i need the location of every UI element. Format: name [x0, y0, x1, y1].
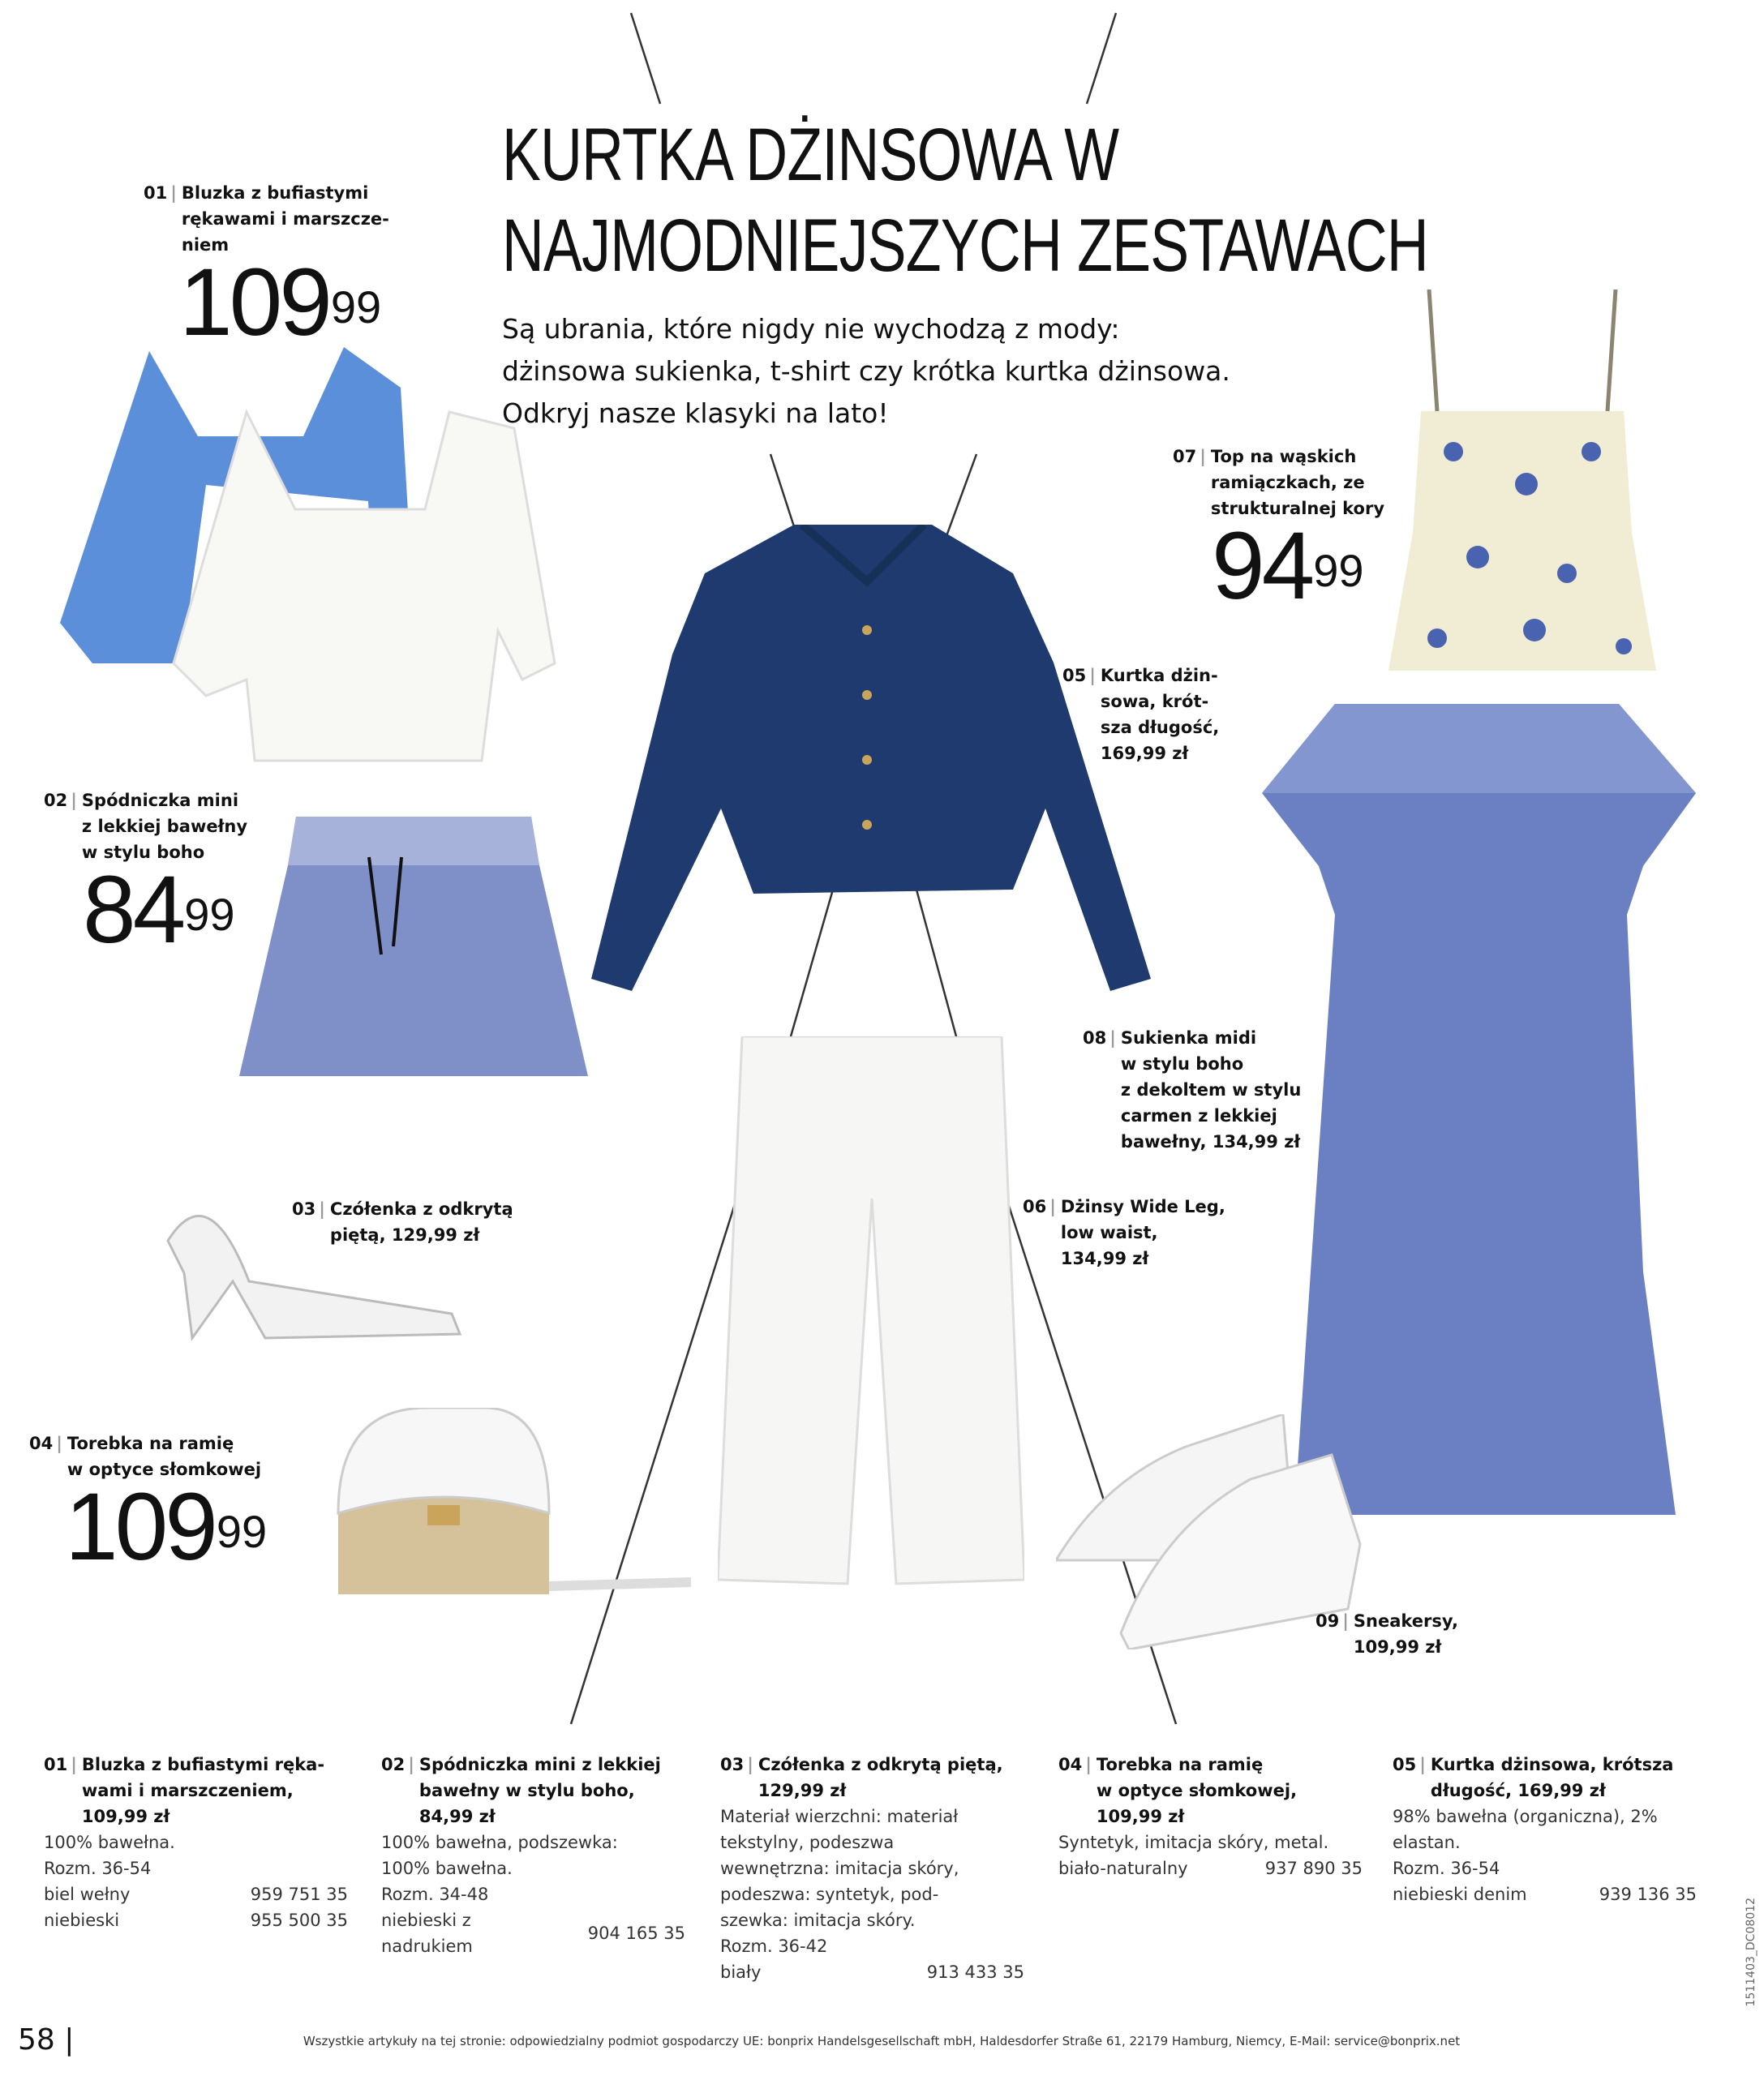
item-title: Spódniczka mini z lekkiej bawełny w stylu boho, 84,99 zł — [418, 1755, 661, 1826]
price-cents: 99 — [330, 281, 382, 332]
variant-row — [44, 1881, 372, 1907]
variant-row — [381, 1907, 710, 1959]
variant-code: 904 165 35 — [587, 1924, 685, 1943]
variant-row — [720, 1959, 1049, 1985]
headline — [502, 109, 1428, 291]
item-title: Czółenka z odkrytą piętą, 129,99 zł — [758, 1755, 1003, 1800]
blouse-image — [60, 339, 563, 777]
midi-dress-image — [1262, 704, 1696, 1523]
wide-leg-jeans-image — [718, 1036, 1024, 1588]
item-label: Czółenka z odkrytą piętą, 129,99 zł — [329, 1199, 513, 1245]
variant-color: biały — [720, 1962, 762, 1982]
variant-code: 937 890 35 — [1264, 1859, 1363, 1878]
item-number: 04 | — [29, 1430, 62, 1482]
variant-code: 955 500 35 — [250, 1911, 348, 1930]
item-description: Syntetyk, imitacja skóry, metal. — [1058, 1833, 1329, 1852]
skirt-image — [239, 817, 588, 1096]
item-title: Torebka na ramię w optyce słomkowej, 109,99 zł — [1096, 1755, 1298, 1826]
intro-line-1: Są ubrania, które nigdy nie wychodzą z mody: — [502, 313, 1120, 345]
item-number: 08 | — [1083, 1025, 1116, 1155]
variant-row — [44, 1907, 372, 1933]
price — [65, 1473, 268, 1581]
shoulder-bag-image — [306, 1408, 695, 1631]
item-label: Top na wąskich ramiączkach, ze strukturalnej kory — [1210, 447, 1385, 518]
price — [1212, 513, 1384, 620]
item-number: 05 | — [1062, 663, 1096, 766]
price-main: 84 — [83, 856, 183, 963]
price-main: 109 — [65, 1473, 215, 1581]
variant-row — [1393, 1881, 1721, 1907]
item-label: Dżinsy Wide Leg, low waist, 134,99 zł — [1060, 1197, 1225, 1268]
item-number: 04 | — [1058, 1752, 1092, 1829]
price-main: 109 — [179, 249, 329, 356]
variant-color: biało-naturalny — [1058, 1859, 1188, 1878]
item-number: 02 | — [44, 787, 77, 865]
variant-code: 959 751 35 — [250, 1885, 348, 1904]
item-description: Materiał wierzchni: materiał tekstylny, podeszwa wewnętrzna: imitacja skóry, podeszwa: syntetyk, pod- szewka: imitacja skóry. Rozm. 36-42 — [720, 1807, 959, 1956]
product-detail-column — [44, 1752, 372, 1933]
product-detail-column — [720, 1752, 1049, 1985]
item-label: Sukienka midi w stylu boho z dekoltem w stylu carmen z lekkiej bawełny, 134,99 zł — [1120, 1028, 1302, 1152]
item-title: Bluzka z bufiastymi ręka- wami i marszczeniem, 109,99 zł — [81, 1755, 325, 1826]
product-detail-column — [1393, 1752, 1721, 1907]
headline-line-2: NAJMODNIEJSZYCH ZESTAWACH — [502, 204, 1428, 287]
item-number: 01 | — [144, 180, 177, 258]
callout-03 — [292, 1196, 513, 1248]
item-number: 01 | — [44, 1752, 77, 1829]
variant-code: 939 136 35 — [1599, 1885, 1697, 1904]
item-description: 100% bawełna, podszewka: 100% bawełna. Rozm. 34-48 — [381, 1833, 618, 1904]
callout-02 — [44, 787, 248, 963]
callout-01 — [144, 180, 389, 356]
price-main: 94 — [1212, 513, 1312, 620]
item-number: 03 | — [292, 1196, 325, 1248]
variant-code: 913 433 35 — [926, 1962, 1024, 1982]
variant-color: biel wełny — [44, 1885, 131, 1904]
item-label: Bluzka z bufiastymi rękawami i marszcze- niem — [181, 183, 389, 255]
item-number: 03 | — [720, 1752, 753, 1804]
price — [179, 249, 389, 356]
item-number: 09 | — [1315, 1608, 1349, 1660]
item-title: Kurtka dżinsowa, krótsza długość, 169,99 zł — [1430, 1755, 1674, 1800]
variant-row — [1058, 1855, 1387, 1881]
page-number: 58 | — [18, 2023, 75, 2057]
item-description: 98% bawełna (organiczna), 2% elastan. Rozm. 36-54 — [1393, 1807, 1658, 1878]
item-number: 06 | — [1023, 1194, 1056, 1272]
strap-top-image — [1388, 290, 1656, 675]
price — [83, 856, 247, 963]
page-number-text: 58 — [18, 2023, 55, 2057]
catalog-code: 1511403_DC08012 — [1745, 1898, 1758, 2007]
item-label: Kurtka dżin- sowa, krót- sza długość, 169,99 zł — [1100, 666, 1220, 763]
headline-line-1: KURTKA DŻINSOWA W — [502, 114, 1119, 196]
intro-text — [502, 308, 1230, 435]
callout-07 — [1173, 444, 1385, 620]
callout-09 — [1315, 1608, 1458, 1660]
variant-color: niebieski — [44, 1911, 120, 1930]
price-cents: 99 — [1313, 545, 1364, 596]
item-label: Torebka na ramię w optyce słomkowej — [67, 1434, 262, 1479]
callout-08 — [1083, 1025, 1301, 1155]
item-number: 07 | — [1173, 444, 1206, 521]
item-number: 02 | — [381, 1752, 414, 1829]
intro-line-2: dżinsowa sukienka, t-shirt czy krótka kurtka dżinsowa. — [502, 355, 1230, 387]
intro-line-3: Odkryj nasze klasyki na lato! — [502, 397, 889, 429]
callout-05 — [1062, 663, 1219, 766]
price-cents: 99 — [216, 1506, 268, 1557]
callout-06 — [1023, 1194, 1225, 1272]
legal-footer: Wszystkie artykuły na tej stronie: odpowiedzialny podmiot gospodarczy UE: bonprix Handelsgesellschaft mbH, Haldesdorfer Straße 61, 22179 Hamburg, Niemcy, E-Mail: service@bonprix.net — [303, 2034, 1461, 2048]
item-label: Spódniczka mini z lekkiej bawełny w stylu boho — [81, 791, 248, 862]
variant-color: niebieski z nadrukiem — [381, 1911, 473, 1956]
item-label: Sneakersy, 109,99 zł — [1353, 1611, 1458, 1657]
product-detail-column — [1058, 1752, 1387, 1881]
product-detail-column — [381, 1752, 710, 1959]
item-description: 100% bawełna. Rozm. 36-54 — [44, 1833, 175, 1878]
item-number: 05 | — [1393, 1752, 1426, 1804]
price-cents: 99 — [184, 889, 235, 940]
variant-color: niebieski denim — [1393, 1885, 1527, 1904]
callout-04 — [29, 1430, 268, 1581]
